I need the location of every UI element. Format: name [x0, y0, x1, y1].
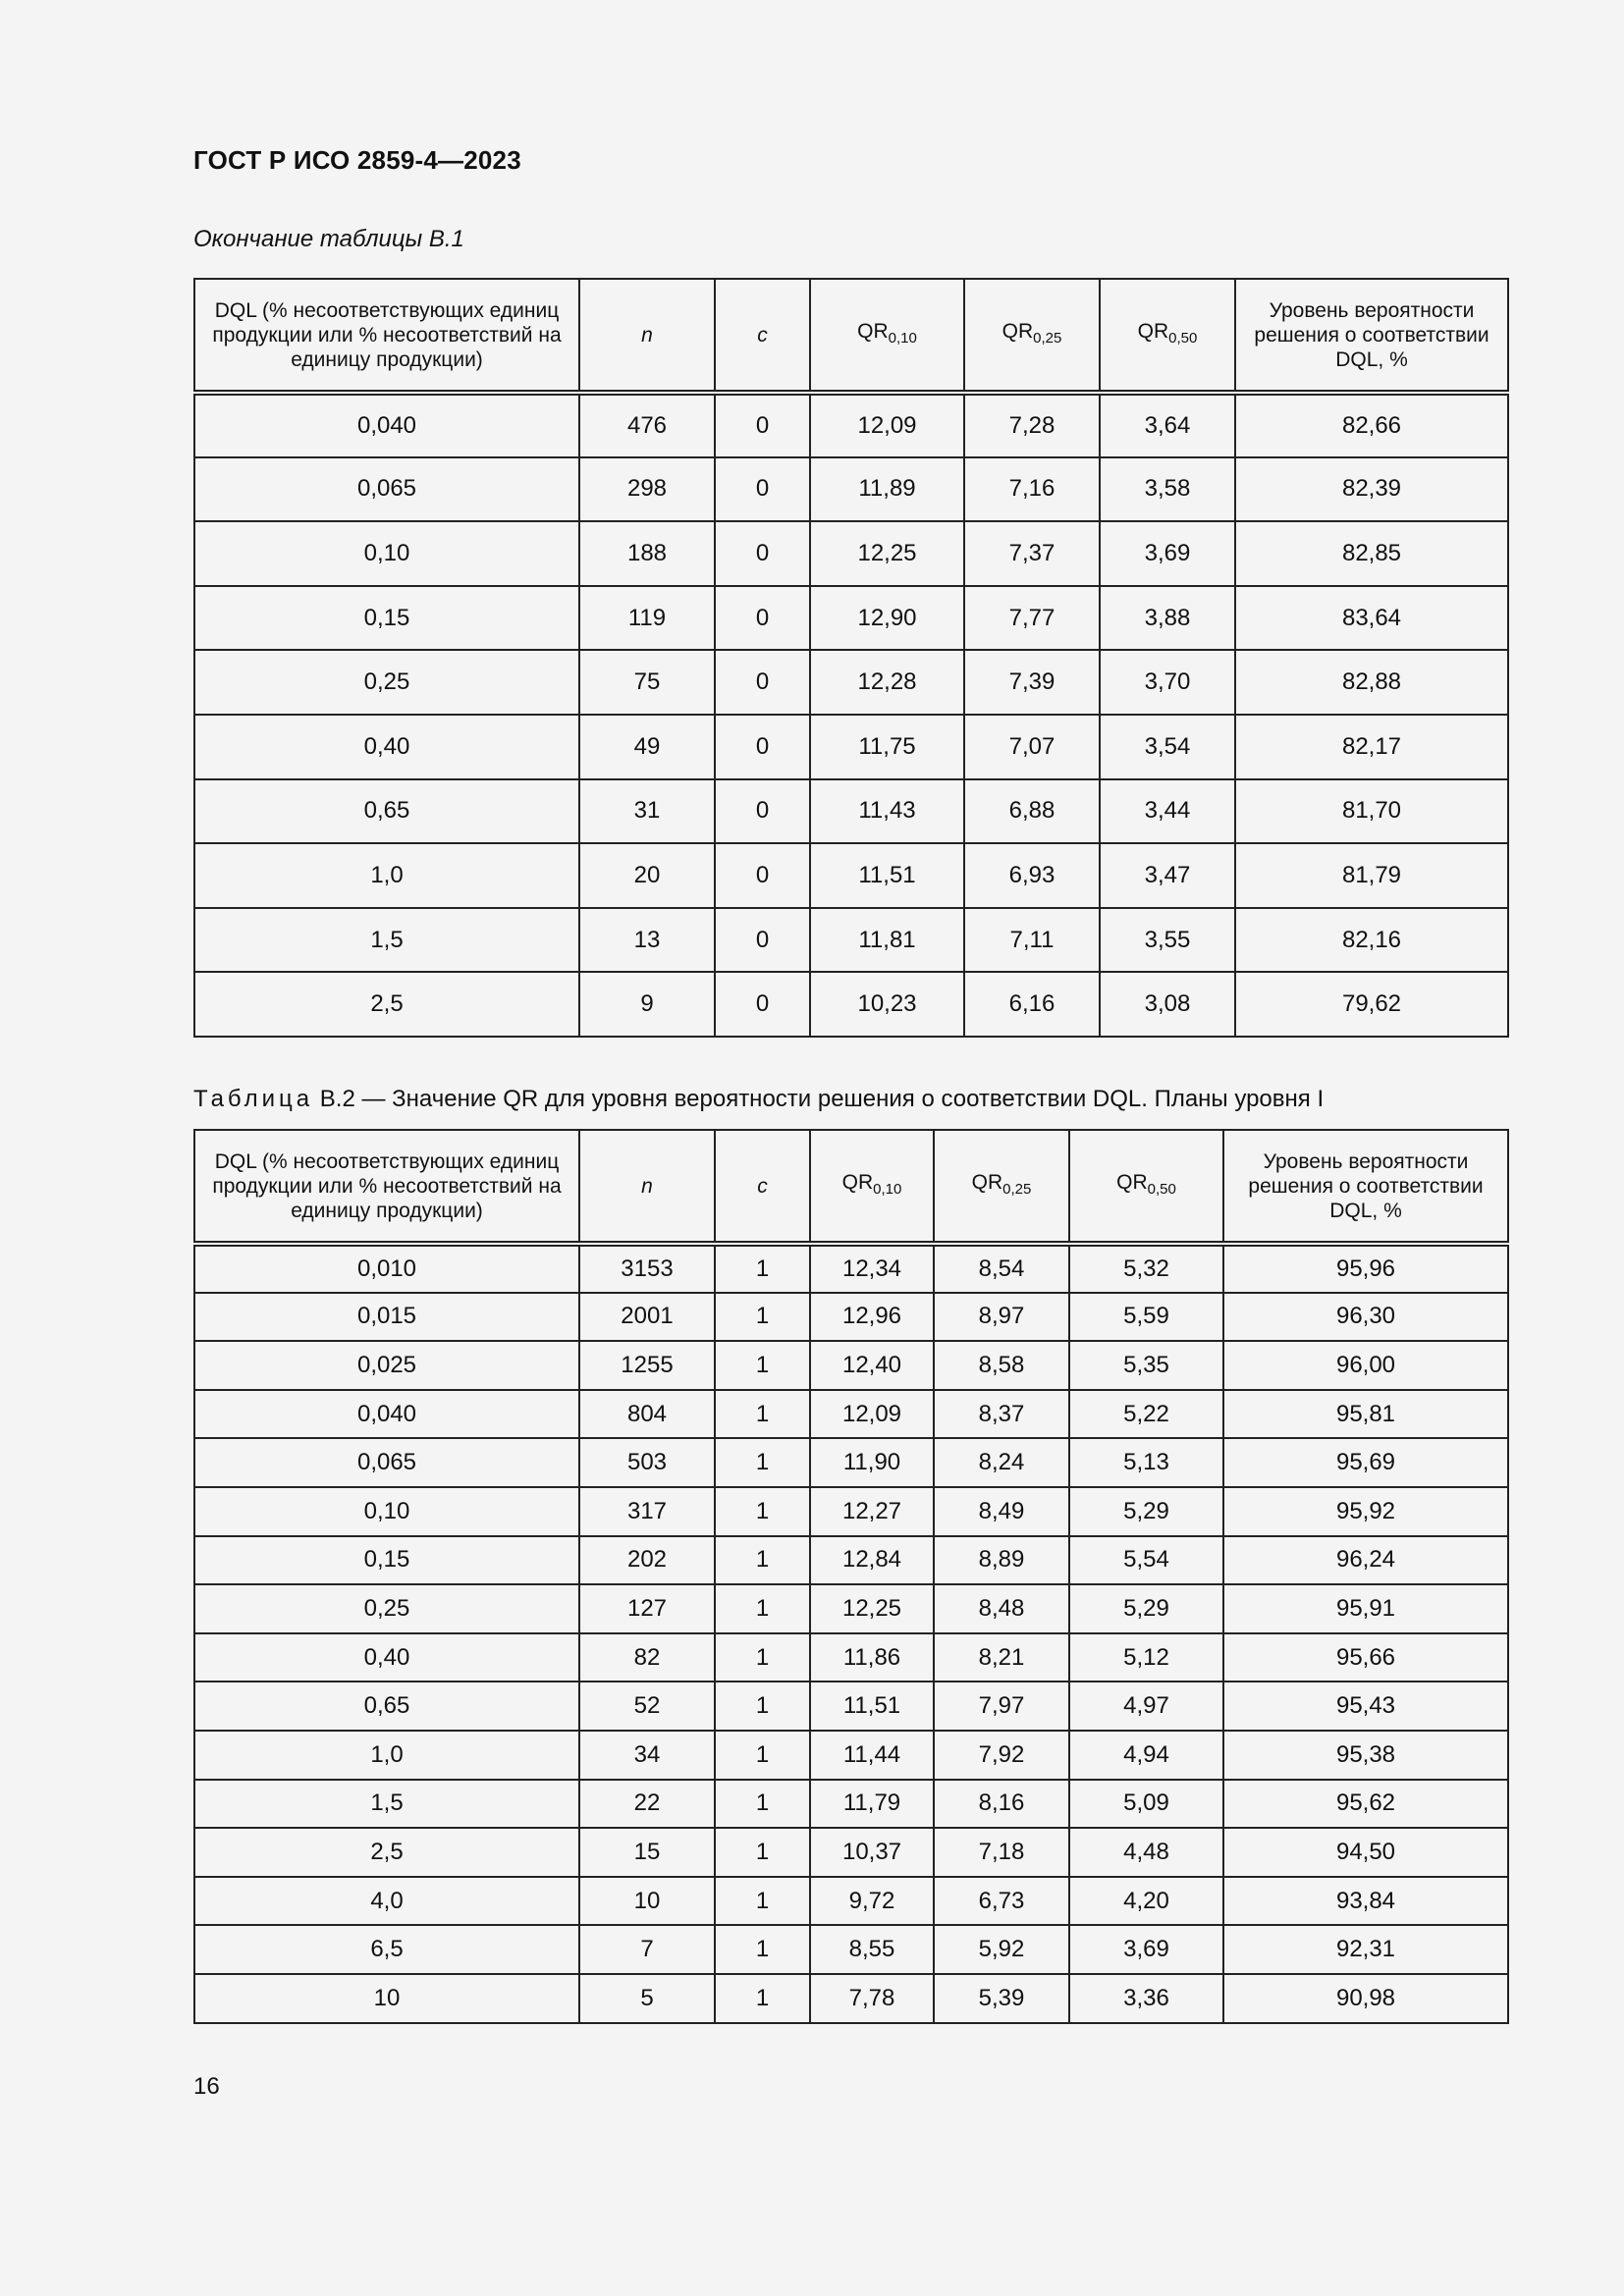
- document-header: ГОСТ Р ИСО 2859-4—2023: [193, 145, 521, 175]
- table-cell: 3,47: [1100, 843, 1235, 908]
- table-row: [194, 908, 1508, 973]
- table-cell: 4,0: [194, 1877, 579, 1926]
- table-cell: 298: [579, 457, 715, 522]
- table-cell: 7,28: [964, 393, 1100, 457]
- table-row: [194, 586, 1508, 651]
- table-cell: 12,34: [810, 1244, 934, 1293]
- table-cell: 95,69: [1223, 1438, 1508, 1487]
- table-cell: 5,09: [1069, 1780, 1223, 1829]
- table-cell: 7,92: [934, 1731, 1069, 1780]
- table-cell: 8,21: [934, 1633, 1069, 1682]
- table-cell: 7,18: [934, 1828, 1069, 1877]
- table-cell: 4,97: [1069, 1682, 1223, 1731]
- table-row: [194, 1438, 1508, 1487]
- table-cell: 5,13: [1069, 1438, 1223, 1487]
- table-cell: 0,25: [194, 650, 579, 715]
- table-cell: 15: [579, 1828, 715, 1877]
- table-cell: 0,010: [194, 1244, 579, 1293]
- table-cell: 5,59: [1069, 1293, 1223, 1342]
- table1-header-n: n: [579, 279, 715, 393]
- table-cell: 1: [715, 1244, 810, 1293]
- table-cell: 96,30: [1223, 1293, 1508, 1342]
- table-cell: 11,43: [810, 779, 964, 844]
- table-cell: 82,88: [1235, 650, 1508, 715]
- table-cell: 34: [579, 1731, 715, 1780]
- table-cell: 5,39: [934, 1974, 1069, 2023]
- table-row: [194, 1828, 1508, 1877]
- table-cell: 93,84: [1223, 1877, 1508, 1926]
- table-cell: 11,81: [810, 908, 964, 973]
- table-cell: 8,48: [934, 1584, 1069, 1633]
- table-cell: 12,27: [810, 1487, 934, 1536]
- table-cell: 1,5: [194, 1780, 579, 1829]
- table-cell: 7,77: [964, 586, 1100, 651]
- table-cell: 82,66: [1235, 393, 1508, 457]
- table-cell: 1: [715, 1682, 810, 1731]
- page-number: 16: [193, 2073, 220, 2100]
- table-row: [194, 972, 1508, 1037]
- table-cell: 0: [715, 650, 810, 715]
- table1-header-row: [194, 279, 1508, 393]
- table-row: [194, 715, 1508, 779]
- table-cell: 5,32: [1069, 1244, 1223, 1293]
- table-cell: 92,31: [1223, 1925, 1508, 1974]
- table-row: [194, 521, 1508, 586]
- table-cell: 8,24: [934, 1438, 1069, 1487]
- table-cell: 94,50: [1223, 1828, 1508, 1877]
- table-cell: 90,98: [1223, 1974, 1508, 2023]
- table2-body: [194, 1244, 1508, 2023]
- table-cell: 10,37: [810, 1828, 934, 1877]
- table-cell: 0: [715, 457, 810, 522]
- table-cell: 10: [194, 1974, 579, 2023]
- table-cell: 5,22: [1069, 1390, 1223, 1439]
- table-row: [194, 650, 1508, 715]
- table-cell: 95,66: [1223, 1633, 1508, 1682]
- table-cell: 1: [715, 1780, 810, 1829]
- table-cell: 96,24: [1223, 1536, 1508, 1585]
- table-cell: 1: [715, 1828, 810, 1877]
- table1-header-qr010: $QR_{0,10}$: [810, 279, 964, 393]
- table-cell: 79,62: [1235, 972, 1508, 1037]
- table-cell: 8,37: [934, 1390, 1069, 1439]
- table-cell: 12,96: [810, 1293, 934, 1342]
- table-cell: 7: [579, 1925, 715, 1974]
- table-cell: 3,69: [1100, 521, 1235, 586]
- table-cell: 317: [579, 1487, 715, 1536]
- table-cell: 10,23: [810, 972, 964, 1037]
- table-cell: 804: [579, 1390, 715, 1439]
- table-row: [194, 457, 1508, 522]
- table-cell: 95,91: [1223, 1584, 1508, 1633]
- table-cell: 52: [579, 1682, 715, 1731]
- table1-body: [194, 393, 1508, 1037]
- table-cell: 11,89: [810, 457, 964, 522]
- table-cell: 0,065: [194, 1438, 579, 1487]
- table-cell: 2,5: [194, 972, 579, 1037]
- table-cell: 3,55: [1100, 908, 1235, 973]
- table-cell: 82,85: [1235, 521, 1508, 586]
- table-cell: 3153: [579, 1244, 715, 1293]
- table-cell: 1,5: [194, 908, 579, 973]
- table-cell: 1: [715, 1438, 810, 1487]
- table-cell: 1,0: [194, 843, 579, 908]
- table-cell: 11,44: [810, 1731, 934, 1780]
- table2-caption-text: В.2 — Значение QR для уровня вероятности решения о соответствии DQL. Планы уровня I: [319, 1086, 1325, 1112]
- table-cell: 95,96: [1223, 1244, 1508, 1293]
- table-row: [194, 1244, 1508, 1293]
- table-row: [194, 1341, 1508, 1390]
- table-row: [194, 1390, 1508, 1439]
- table2-header-qr025: $QR_{0,25}$: [934, 1130, 1069, 1244]
- table-cell: 0,040: [194, 1390, 579, 1439]
- table-cell: 5: [579, 1974, 715, 2023]
- table-cell: 1: [715, 1731, 810, 1780]
- table2-header-row: [194, 1130, 1508, 1244]
- table-cell: 3,69: [1069, 1925, 1223, 1974]
- table-cell: 12,40: [810, 1341, 934, 1390]
- table-cell: 7,78: [810, 1974, 934, 2023]
- table1-header-level: Уровень вероятности решения о соответствии DQL, %: [1235, 279, 1508, 393]
- table-cell: 6,93: [964, 843, 1100, 908]
- table-cell: 7,16: [964, 457, 1100, 522]
- table-cell: 5,29: [1069, 1487, 1223, 1536]
- table-row: [194, 1731, 1508, 1780]
- table-cell: 0,10: [194, 1487, 579, 1536]
- table-cell: 0,65: [194, 779, 579, 844]
- table-cell: 2,5: [194, 1828, 579, 1877]
- table2: [193, 1129, 1509, 2024]
- table-row: [194, 1780, 1508, 1829]
- table-cell: 0,025: [194, 1341, 579, 1390]
- table-cell: 6,73: [934, 1877, 1069, 1926]
- table2-header-c: c: [715, 1130, 810, 1244]
- table-cell: 10: [579, 1877, 715, 1926]
- table-cell: 96,00: [1223, 1341, 1508, 1390]
- table-row: [194, 1293, 1508, 1342]
- table-cell: 11,75: [810, 715, 964, 779]
- table-cell: 83,64: [1235, 586, 1508, 651]
- table-cell: 5,92: [934, 1925, 1069, 1974]
- table-cell: 1,0: [194, 1731, 579, 1780]
- table2-header-level: Уровень вероятности решения о соответствии DQL, %: [1223, 1130, 1508, 1244]
- table-cell: 0,65: [194, 1682, 579, 1731]
- table-cell: 31: [579, 779, 715, 844]
- table-cell: 8,16: [934, 1780, 1069, 1829]
- table-cell: 8,58: [934, 1341, 1069, 1390]
- table-cell: 0: [715, 779, 810, 844]
- table-cell: 0,40: [194, 1633, 579, 1682]
- table-cell: 0,15: [194, 1536, 579, 1585]
- table-cell: 3,36: [1069, 1974, 1223, 2023]
- table-cell: 0,065: [194, 457, 579, 522]
- table-cell: 95,92: [1223, 1487, 1508, 1536]
- table-cell: 0,40: [194, 715, 579, 779]
- table-row: [194, 1682, 1508, 1731]
- table-row: [194, 1487, 1508, 1536]
- table-cell: 1: [715, 1925, 810, 1974]
- table-cell: 95,81: [1223, 1390, 1508, 1439]
- table-cell: 6,16: [964, 972, 1100, 1037]
- table-cell: 7,11: [964, 908, 1100, 973]
- table-cell: 49: [579, 715, 715, 779]
- table-row: [194, 779, 1508, 844]
- table-cell: 11,79: [810, 1780, 934, 1829]
- table-cell: 6,5: [194, 1925, 579, 1974]
- table-cell: 22: [579, 1780, 715, 1829]
- table-cell: 0: [715, 843, 810, 908]
- table-cell: 202: [579, 1536, 715, 1585]
- table-cell: 0,10: [194, 521, 579, 586]
- table-cell: 1: [715, 1877, 810, 1926]
- table-cell: 20: [579, 843, 715, 908]
- table-cell: 95,62: [1223, 1780, 1508, 1829]
- table-cell: 188: [579, 521, 715, 586]
- table-cell: 82: [579, 1633, 715, 1682]
- table-cell: 82,39: [1235, 457, 1508, 522]
- table-cell: 1: [715, 1536, 810, 1585]
- table-cell: 1: [715, 1974, 810, 2023]
- table2-header-dql: DQL (% несоответствующих единиц продукции или % несоответствий на единицу продукции): [194, 1130, 579, 1244]
- table-cell: 7,07: [964, 715, 1100, 779]
- table-cell: 8,97: [934, 1293, 1069, 1342]
- table-cell: 82,16: [1235, 908, 1508, 973]
- table-cell: 3,08: [1100, 972, 1235, 1037]
- table-cell: 127: [579, 1584, 715, 1633]
- table-cell: 0: [715, 972, 810, 1037]
- table-cell: 4,48: [1069, 1828, 1223, 1877]
- table-row: [194, 393, 1508, 457]
- table-row: [194, 1536, 1508, 1585]
- table1-header-qr025: $QR_{0,25}$: [964, 279, 1100, 393]
- table-cell: 1: [715, 1487, 810, 1536]
- table-row: [194, 1633, 1508, 1682]
- table-cell: 3,44: [1100, 779, 1235, 844]
- table-row: [194, 1584, 1508, 1633]
- table1: [193, 278, 1509, 1038]
- table-cell: 82,17: [1235, 715, 1508, 779]
- table2-header-n: n: [579, 1130, 715, 1244]
- table1-header-dql: DQL (% несоответствующих единиц продукции или % несоответствий на единицу продукции): [194, 279, 579, 393]
- table-row: [194, 1974, 1508, 2023]
- table-cell: 3,58: [1100, 457, 1235, 522]
- table-cell: 7,37: [964, 521, 1100, 586]
- table-cell: 5,29: [1069, 1584, 1223, 1633]
- table2-caption: [193, 1086, 1324, 1113]
- table-cell: 3,70: [1100, 650, 1235, 715]
- table-cell: 0,040: [194, 393, 579, 457]
- table-cell: 12,09: [810, 1390, 934, 1439]
- table-cell: 75: [579, 650, 715, 715]
- table-cell: 1255: [579, 1341, 715, 1390]
- table-cell: 1: [715, 1390, 810, 1439]
- table-cell: 13: [579, 908, 715, 973]
- table-row: [194, 843, 1508, 908]
- table-cell: 5,54: [1069, 1536, 1223, 1585]
- table-cell: 9: [579, 972, 715, 1037]
- table-cell: 4,20: [1069, 1877, 1223, 1926]
- table-cell: 12,84: [810, 1536, 934, 1585]
- table-cell: 8,89: [934, 1536, 1069, 1585]
- table-cell: 503: [579, 1438, 715, 1487]
- table-cell: 95,43: [1223, 1682, 1508, 1731]
- table-cell: 5,35: [1069, 1341, 1223, 1390]
- table-cell: 0: [715, 393, 810, 457]
- table2-header-qr010: $QR_{0,10}$: [810, 1130, 934, 1244]
- table-cell: 1: [715, 1293, 810, 1342]
- table-cell: 8,54: [934, 1244, 1069, 1293]
- table-cell: 0: [715, 521, 810, 586]
- table-cell: 11,90: [810, 1438, 934, 1487]
- table-cell: 3,88: [1100, 586, 1235, 651]
- table-cell: 5,12: [1069, 1633, 1223, 1682]
- table-cell: 12,25: [810, 1584, 934, 1633]
- table-cell: 12,90: [810, 586, 964, 651]
- table-cell: 12,25: [810, 521, 964, 586]
- table-cell: 0: [715, 586, 810, 651]
- table-cell: 12,28: [810, 650, 964, 715]
- table-cell: 1: [715, 1633, 810, 1682]
- table-row: [194, 1925, 1508, 1974]
- table-cell: 12,09: [810, 393, 964, 457]
- table-row: [194, 1877, 1508, 1926]
- table-cell: 11,51: [810, 843, 964, 908]
- table-cell: 81,70: [1235, 779, 1508, 844]
- table-cell: 81,79: [1235, 843, 1508, 908]
- table-cell: 9,72: [810, 1877, 934, 1926]
- table-cell: 2001: [579, 1293, 715, 1342]
- table-cell: 4,94: [1069, 1731, 1223, 1780]
- table-cell: 8,55: [810, 1925, 934, 1974]
- table-cell: 119: [579, 586, 715, 651]
- table-cell: 7,39: [964, 650, 1100, 715]
- table1-header-qr050: $QR_{0,50}$: [1100, 279, 1235, 393]
- table1-header-c: c: [715, 279, 810, 393]
- table-cell: 6,88: [964, 779, 1100, 844]
- table-cell: 0,25: [194, 1584, 579, 1633]
- table1-caption: Окончание таблицы В.1: [193, 226, 464, 252]
- table-cell: 3,64: [1100, 393, 1235, 457]
- table-cell: 1: [715, 1341, 810, 1390]
- table-cell: 95,38: [1223, 1731, 1508, 1780]
- table-cell: 8,49: [934, 1487, 1069, 1536]
- table-cell: 11,86: [810, 1633, 934, 1682]
- table-cell: 0,15: [194, 586, 579, 651]
- table2-header-qr050: $QR_{0,50}$: [1069, 1130, 1223, 1244]
- table-cell: 0,015: [194, 1293, 579, 1342]
- table-cell: 1: [715, 1584, 810, 1633]
- table-cell: 0: [715, 908, 810, 973]
- table-cell: 7,97: [934, 1682, 1069, 1731]
- table2-caption-label: Таблица: [193, 1086, 314, 1112]
- table-cell: 3,54: [1100, 715, 1235, 779]
- table-cell: 0: [715, 715, 810, 779]
- table-cell: 476: [579, 393, 715, 457]
- table-cell: 11,51: [810, 1682, 934, 1731]
